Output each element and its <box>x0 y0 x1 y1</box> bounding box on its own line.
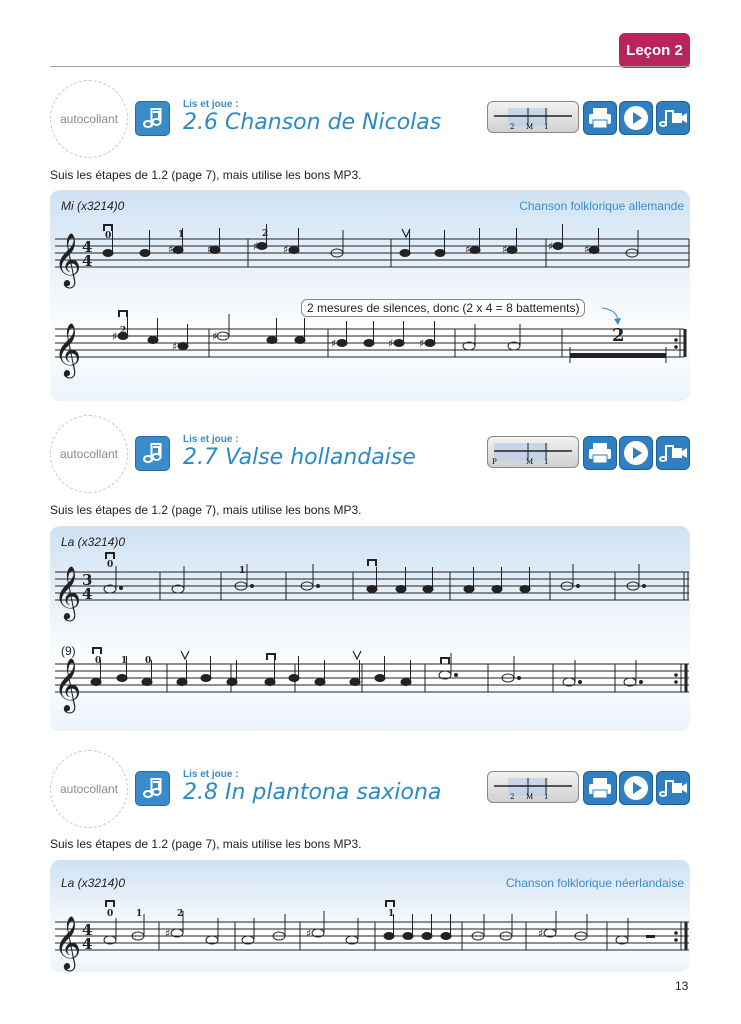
bow-label: 1 <box>544 793 549 801</box>
piece-title: 2.8 In plantona saxiona <box>183 780 442 805</box>
read-play-label: Lis et joue : <box>183 769 239 780</box>
read-play-label: Lis et joue : <box>183 434 239 445</box>
svg-text:♯: ♯ <box>212 330 218 343</box>
sticker-placeholder <box>50 750 128 828</box>
svg-text:2: 2 <box>177 909 184 919</box>
svg-text:♯: ♯ <box>283 243 289 256</box>
svg-text:1: 1 <box>178 230 185 240</box>
svg-text:♯: ♯ <box>465 243 471 256</box>
video-button[interactable] <box>656 101 690 135</box>
music-staff <box>50 190 690 401</box>
bow-marks <box>106 901 394 907</box>
read-play-label: Lis et joue : <box>183 99 239 110</box>
svg-text:0: 0 <box>145 656 152 666</box>
time-signature <box>82 238 92 270</box>
svg-text:♯: ♯ <box>388 337 394 350</box>
tuning-label: La (x3214)0 <box>61 876 126 890</box>
instructions: Suis les étapes de 1.2 (page 7), mais utilise les bons MP3. <box>50 168 362 182</box>
print-icon <box>584 772 616 804</box>
svg-text:1: 1 <box>388 909 395 919</box>
rest-count: 2 <box>612 325 625 346</box>
score-panel <box>50 860 690 972</box>
video-button[interactable] <box>656 436 690 470</box>
svg-text:♯: ♯ <box>584 243 590 256</box>
svg-text:2: 2 <box>262 229 269 239</box>
page-number: 13 <box>675 979 689 993</box>
music-note-icon <box>135 771 170 806</box>
piece-title: 2.7 Valse hollandaise <box>183 445 416 470</box>
play-icon <box>620 772 652 804</box>
sticker-label: autocollant <box>59 447 119 461</box>
svg-text:𝄞: 𝄞 <box>54 232 82 286</box>
play-button[interactable] <box>619 436 653 470</box>
score-panel <box>50 526 690 731</box>
time-signature <box>82 571 92 603</box>
bow-label: 2 <box>510 793 515 801</box>
svg-text:1: 1 <box>239 566 246 576</box>
fingering-numbers <box>107 909 394 919</box>
lesson-tab: Leçon 2 <box>619 33 690 68</box>
bow-label: P <box>492 458 497 466</box>
svg-text:0: 0 <box>107 909 114 919</box>
svg-text:𝄞: 𝄞 <box>54 657 82 711</box>
play-button[interactable] <box>619 771 653 805</box>
print-icon <box>584 102 616 134</box>
tuning-label: La (x3214)0 <box>61 535 126 549</box>
svg-text:♯: ♯ <box>165 927 171 940</box>
svg-text:4: 4 <box>82 238 93 256</box>
sticker-label: autocollant <box>59 112 119 126</box>
measure-number: (9) <box>61 644 76 658</box>
print-button[interactable] <box>583 101 617 135</box>
bow-marks <box>93 553 449 664</box>
music-note-icon <box>135 101 170 136</box>
svg-text:1: 1 <box>121 656 128 666</box>
notes <box>91 564 646 686</box>
sticker-placeholder <box>50 80 128 158</box>
video-button[interactable] <box>656 771 690 805</box>
time-signature <box>82 921 92 953</box>
rest-callout: 2 mesures de silences, donc (2 x 4 = 8 battements) <box>301 299 585 317</box>
music-note-icon <box>135 436 170 471</box>
svg-text:0: 0 <box>95 656 102 666</box>
bow-diagram-icon <box>487 771 579 803</box>
header-divider <box>50 66 690 67</box>
svg-text:4: 4 <box>82 585 93 603</box>
play-button[interactable] <box>619 101 653 135</box>
svg-text:♯: ♯ <box>112 330 118 343</box>
bow-diagram-icon <box>487 101 579 133</box>
video-icon <box>657 437 689 469</box>
bow-label: M <box>526 458 534 466</box>
svg-text:♯: ♯ <box>419 337 425 350</box>
svg-text:4: 4 <box>82 252 93 270</box>
svg-text:0: 0 <box>105 231 112 241</box>
bow-label: 1 <box>544 123 549 131</box>
instructions: Suis les étapes de 1.2 (page 7), mais utilise les bons MP3. <box>50 837 362 851</box>
music-staff <box>50 860 690 972</box>
tuning-label: Mi (x3214)0 <box>61 199 125 213</box>
svg-text:♯: ♯ <box>172 340 178 353</box>
svg-text:1: 1 <box>136 909 143 919</box>
bow-label: 2 <box>510 123 515 131</box>
treble-clef-icon <box>54 565 81 713</box>
svg-text:♯: ♯ <box>168 243 174 256</box>
play-icon <box>620 102 652 134</box>
treble-clef-icon <box>54 232 81 378</box>
video-icon <box>657 772 689 804</box>
svg-text:♯: ♯ <box>331 337 337 350</box>
svg-text:4: 4 <box>82 921 93 939</box>
bow-diagram-icon <box>487 436 579 468</box>
notes <box>103 224 638 350</box>
svg-text:♯: ♯ <box>538 927 544 940</box>
sticker-placeholder <box>50 415 128 493</box>
score-panel <box>50 190 690 401</box>
origin-label: Chanson folklorique allemande <box>519 199 684 213</box>
svg-text:4: 4 <box>82 935 93 953</box>
svg-text:♯: ♯ <box>548 240 554 253</box>
play-icon <box>620 437 652 469</box>
sticker-label: autocollant <box>59 782 119 796</box>
treble-clef-icon <box>54 915 81 971</box>
svg-text:♯: ♯ <box>502 243 508 256</box>
bow-label: M <box>526 793 534 801</box>
svg-text:0: 0 <box>107 560 114 570</box>
svg-text:𝄞: 𝄞 <box>54 322 82 376</box>
origin-label: Chanson folklorique néerlandaise <box>505 876 684 890</box>
fingering-numbers <box>95 560 245 666</box>
svg-text:𝄞: 𝄞 <box>54 915 82 969</box>
print-icon <box>584 437 616 469</box>
svg-text:♯: ♯ <box>253 240 259 253</box>
print-button[interactable] <box>583 436 617 470</box>
svg-text:3: 3 <box>82 571 93 589</box>
svg-text:♯: ♯ <box>207 243 213 256</box>
bow-label: M <box>526 123 534 131</box>
instructions: Suis les étapes de 1.2 (page 7), mais utilise les bons MP3. <box>50 503 362 517</box>
bow-label: 1 <box>544 458 549 466</box>
video-icon <box>657 102 689 134</box>
music-staff <box>50 526 690 731</box>
print-button[interactable] <box>583 771 617 805</box>
multi-measure-rest <box>570 353 666 358</box>
half-rest <box>646 935 655 938</box>
svg-text:♯: ♯ <box>306 927 312 940</box>
piece-title: 2.6 Chanson de Nicolas <box>183 110 442 135</box>
fingering-numbers <box>105 229 268 336</box>
svg-text:𝄞: 𝄞 <box>54 565 82 619</box>
svg-text:2: 2 <box>120 326 127 336</box>
